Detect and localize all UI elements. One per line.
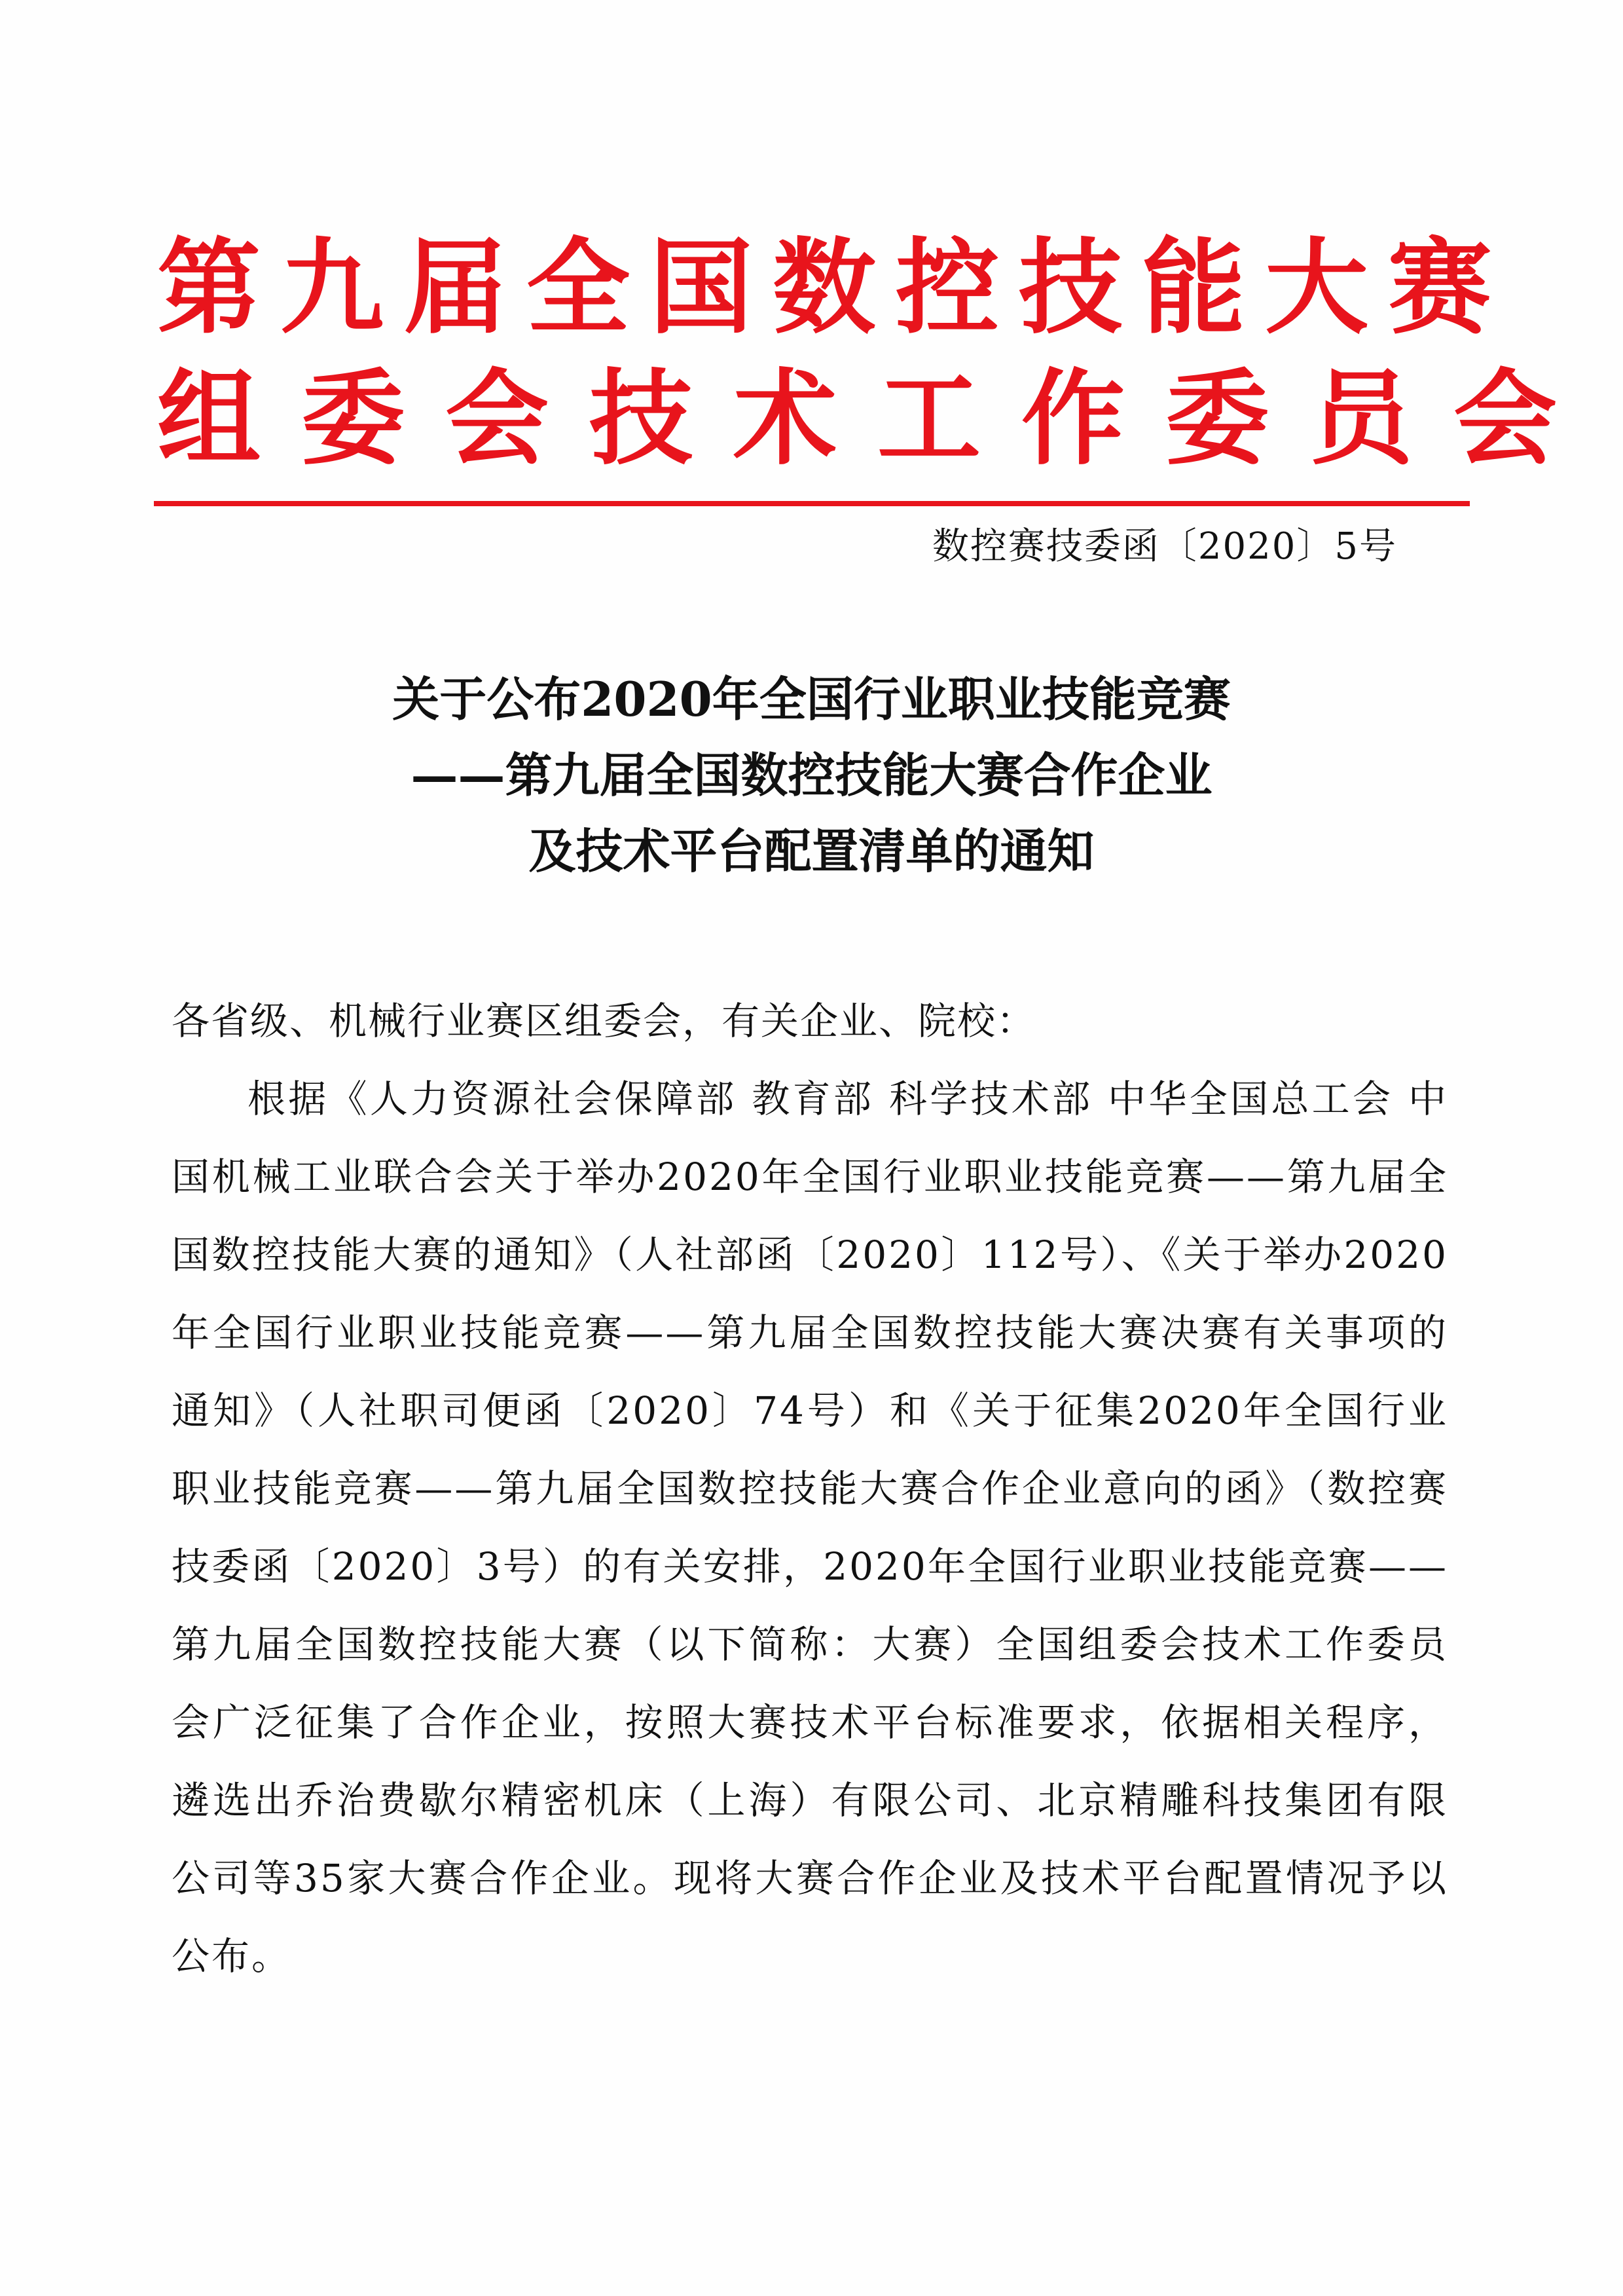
- header-red-rule: [154, 501, 1470, 506]
- notice-title-line-2: ——第九届全国数控技能大赛合作企业: [410, 747, 1213, 803]
- salutation: 各省级、机械行业赛区组委会，有关企业、院校：: [172, 999, 1036, 1043]
- document-number: 数控赛技委函〔2020〕5号: [932, 525, 1397, 568]
- organization-name-line-2: 组委会技术工作委员会: [157, 359, 1597, 479]
- notice-body: [172, 982, 1448, 1995]
- notice-title: [131, 661, 1492, 889]
- notice-title-line-1: 关于公布2020年全国行业职业技能竞赛: [392, 671, 1231, 727]
- notice-title-line-3: 及技术平台配置清单的通知: [528, 823, 1095, 879]
- organization-name-line-1: 第九届全国数控技能大赛: [157, 228, 1511, 348]
- body-paragraph: 根据《人力资源社会保障部 教育部 科学技术部 中华全国总工会 中国机械工业联合会关于举办2020年全国行业职业技能竞赛——第九届全国数控技能大赛的通知》（人社部函〔2020〕112号）、《关于举办2020年全国行业职业技能竞赛——第九届全国数控技能大赛决赛有关事项的通知》（人社职司便函〔2020〕74号）和《关于征集2020年全国行业职业技能竞赛——第九届全国数控技能大赛合作企业意向的函》（数控赛技委函〔2020〕3号）的有关安排，2020年全国行业职业技能竞赛——第九届全国数控技能大赛（以下简称：大赛）全国组委会技术工作委员会广泛征集了合作企业，按照大赛技术平台标准要求，依据相关程序，遴选出乔治费歇尔精密机床（上海）有限公司、北京精雕科技集团有限公司等35家大赛合作企业。现将大赛合作企业及技术平台配置情况予以公布。: [172, 1077, 1448, 1978]
- issuing-organization-header: [157, 223, 1597, 485]
